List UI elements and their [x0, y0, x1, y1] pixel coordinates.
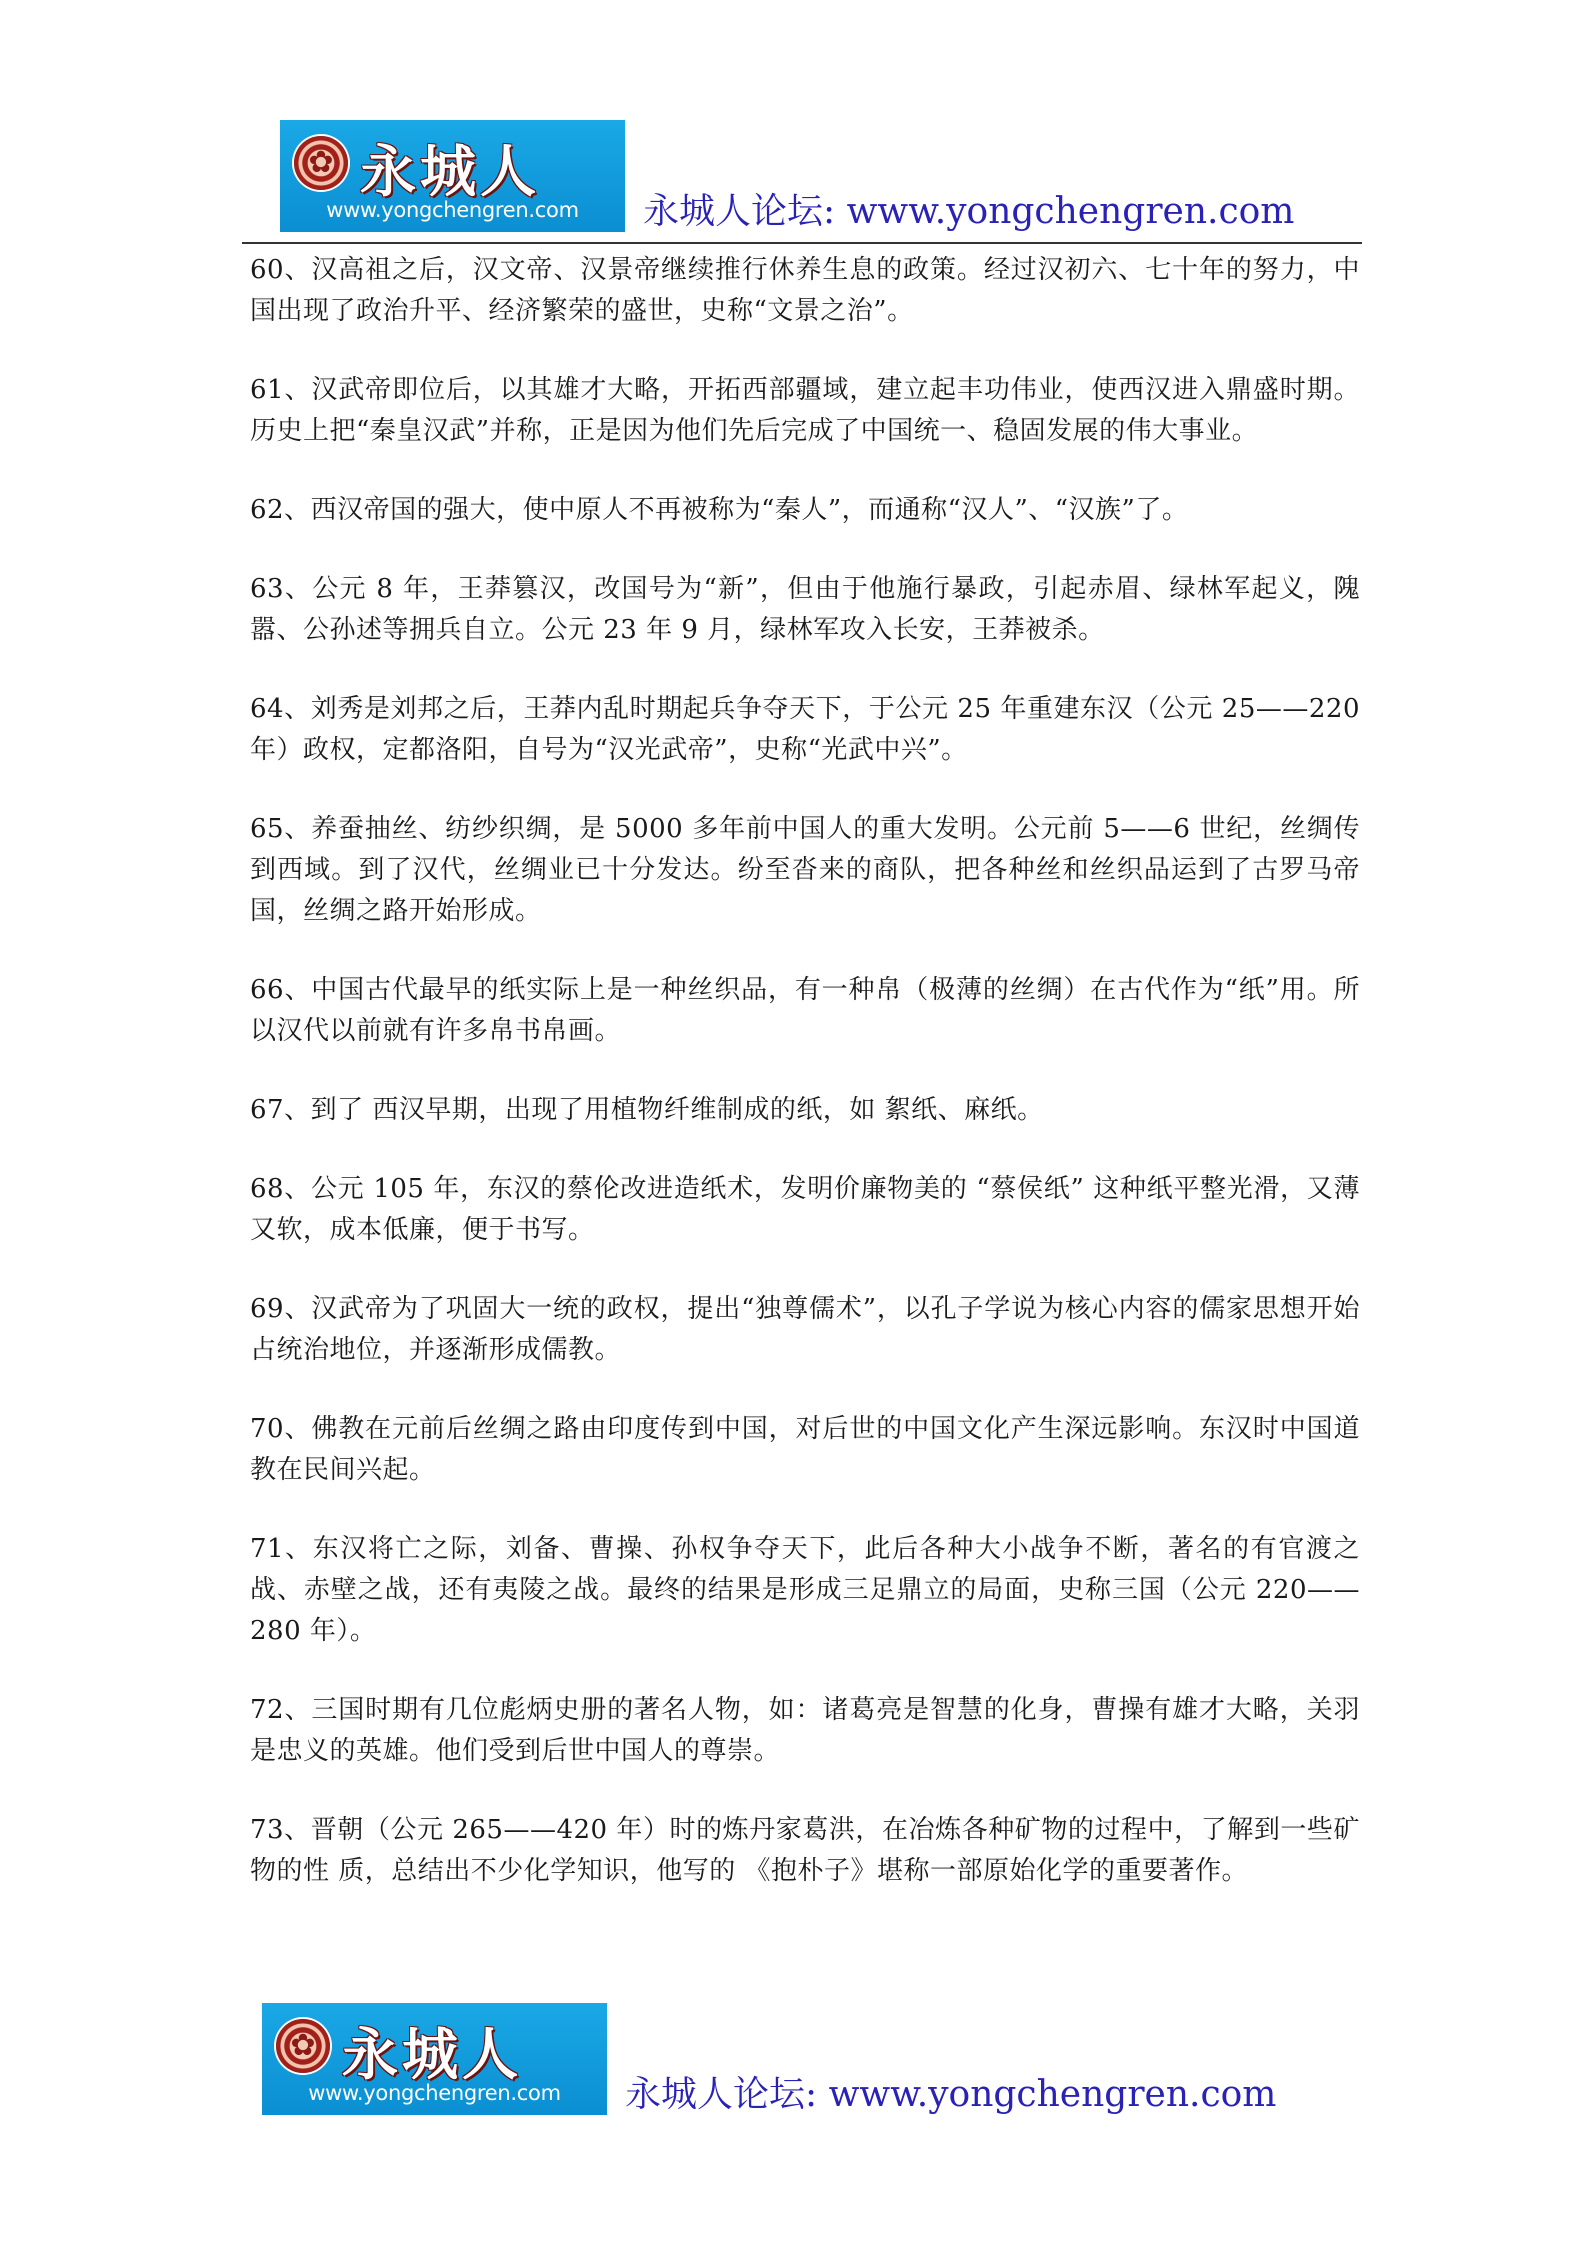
header-divider — [242, 242, 1362, 244]
document-body — [250, 250, 1360, 1930]
footer-site-logo[interactable] — [262, 2003, 607, 2115]
footer-banner — [262, 2003, 1276, 2115]
paragraph-60: 60、汉高祖之后，汉文帝、汉景帝继续推行休养生息的政策。经过汉初六、七十年的努力，中国出现了政治升平、经济繁荣的盛世，史称“文景之治”。 — [250, 255, 1360, 326]
paragraph-61: 61、汉武帝即位后，以其雄才大略，开拓西部疆域，建立起丰功伟业，使西汉进入鼎盛时期。 历史上把“秦皇汉武”并称，正是因为他们先后完成了中国统一、稳固发展的伟大事业。 — [250, 375, 1360, 446]
paragraph-67: 67、到了 西汉早期，出现了用植物纤维制成的纸，如 絮纸、麻纸。 — [250, 1095, 1044, 1125]
paragraph-64: 64、刘秀是刘邦之后，王莽内乱时期起兵争夺天下，于公元 25 年重建东汉（公元 25——220 年）政权，定都洛阳，自号为“汉光武帝”，史称“光武中兴”。 — [250, 694, 1360, 765]
paragraph-68: 68、公元 105 年，东汉的蔡伦改进造纸术，发明价廉物美的 “蔡侯纸” 这种纸平整光滑，又薄又软，成本低廉，便于书写。 — [250, 1174, 1360, 1245]
paragraph-72: 72、三国时期有几位彪炳史册的著名人物，如：诸葛亮是智慧的化身，曹操有雄才大略，关羽是忠义的英雄。他们受到后世中国人的尊崇。 — [250, 1695, 1360, 1766]
header-banner — [280, 120, 1294, 232]
paragraph-66: 66、中国古代最早的纸实际上是一种丝织品，有一种帛（极薄的丝绸）在古代作为“纸”用。所以汉代以前就有许多帛书帛画。 — [250, 975, 1360, 1046]
paragraph-63: 63、公元 8 年，王莽篡汉，改国号为“新”，但由于他施行暴政，引起赤眉、绿林军起义，隗嚣、公孙述等拥兵自立。公元 23 年 9 月，绿林军攻入长安，王莽被杀。 — [250, 574, 1360, 645]
paragraph-69: 69、汉武帝为了巩固大一统的政权，提出“独尊儒术”，以孔子学说为核心内容的儒家思想开始占统治地位，并逐渐形成儒教。 — [250, 1294, 1360, 1365]
paragraph-65: 65、养蚕抽丝、纺纱织绸，是 5000 多年前中国人的重大发明。公元前 5——6 世纪，丝绸传到西域。到了汉代，丝绸业已十分发达。纷至沓来的商队，把各种丝和丝织品运到了古罗马帝国，丝绸之路开始形成。 — [250, 814, 1360, 926]
site-logo[interactable] — [280, 120, 625, 232]
logo-title: 永城人 — [360, 140, 540, 205]
paragraph-71: 71、东汉将亡之际，刘备、曹操、孙权争夺天下，此后各种大小战争不断，著名的有官渡之战、赤壁之战，还有夷陵之战。最终的结果是形成三足鼎立的局面，史称三国（公元 220——280 年）。 — [250, 1534, 1360, 1646]
paragraph-62: 62、西汉帝国的强大，使中原人不再被称为“秦人”，而通称“汉人”、“汉族”了。 — [250, 495, 1189, 525]
forum-link[interactable]: 永城人论坛: www.yongchengren.com — [643, 191, 1295, 232]
emblem-icon — [294, 136, 348, 190]
footer-forum-link[interactable]: 永城人论坛: www.yongchengren.com — [625, 2074, 1277, 2115]
footer-logo-title: 永城人 — [342, 2023, 522, 2088]
logo-url: www.yongchengren.com — [326, 198, 579, 222]
paragraph-70: 70、佛教在元前后丝绸之路由印度传到中国，对后世的中国文化产生深远影响。东汉时中国道教在民间兴起。 — [250, 1414, 1360, 1485]
footer-emblem-icon — [276, 2019, 330, 2073]
paragraph-73: 73、晋朝（公元 265——420 年）时的炼丹家葛洪，在冶炼各种矿物的过程中，了解到一些矿物的性 质，总结出不少化学知识，他写的 《抱朴子》堪称一部原始化学的重要著作。 — [250, 1815, 1360, 1886]
footer-logo-url: www.yongchengren.com — [308, 2081, 561, 2105]
